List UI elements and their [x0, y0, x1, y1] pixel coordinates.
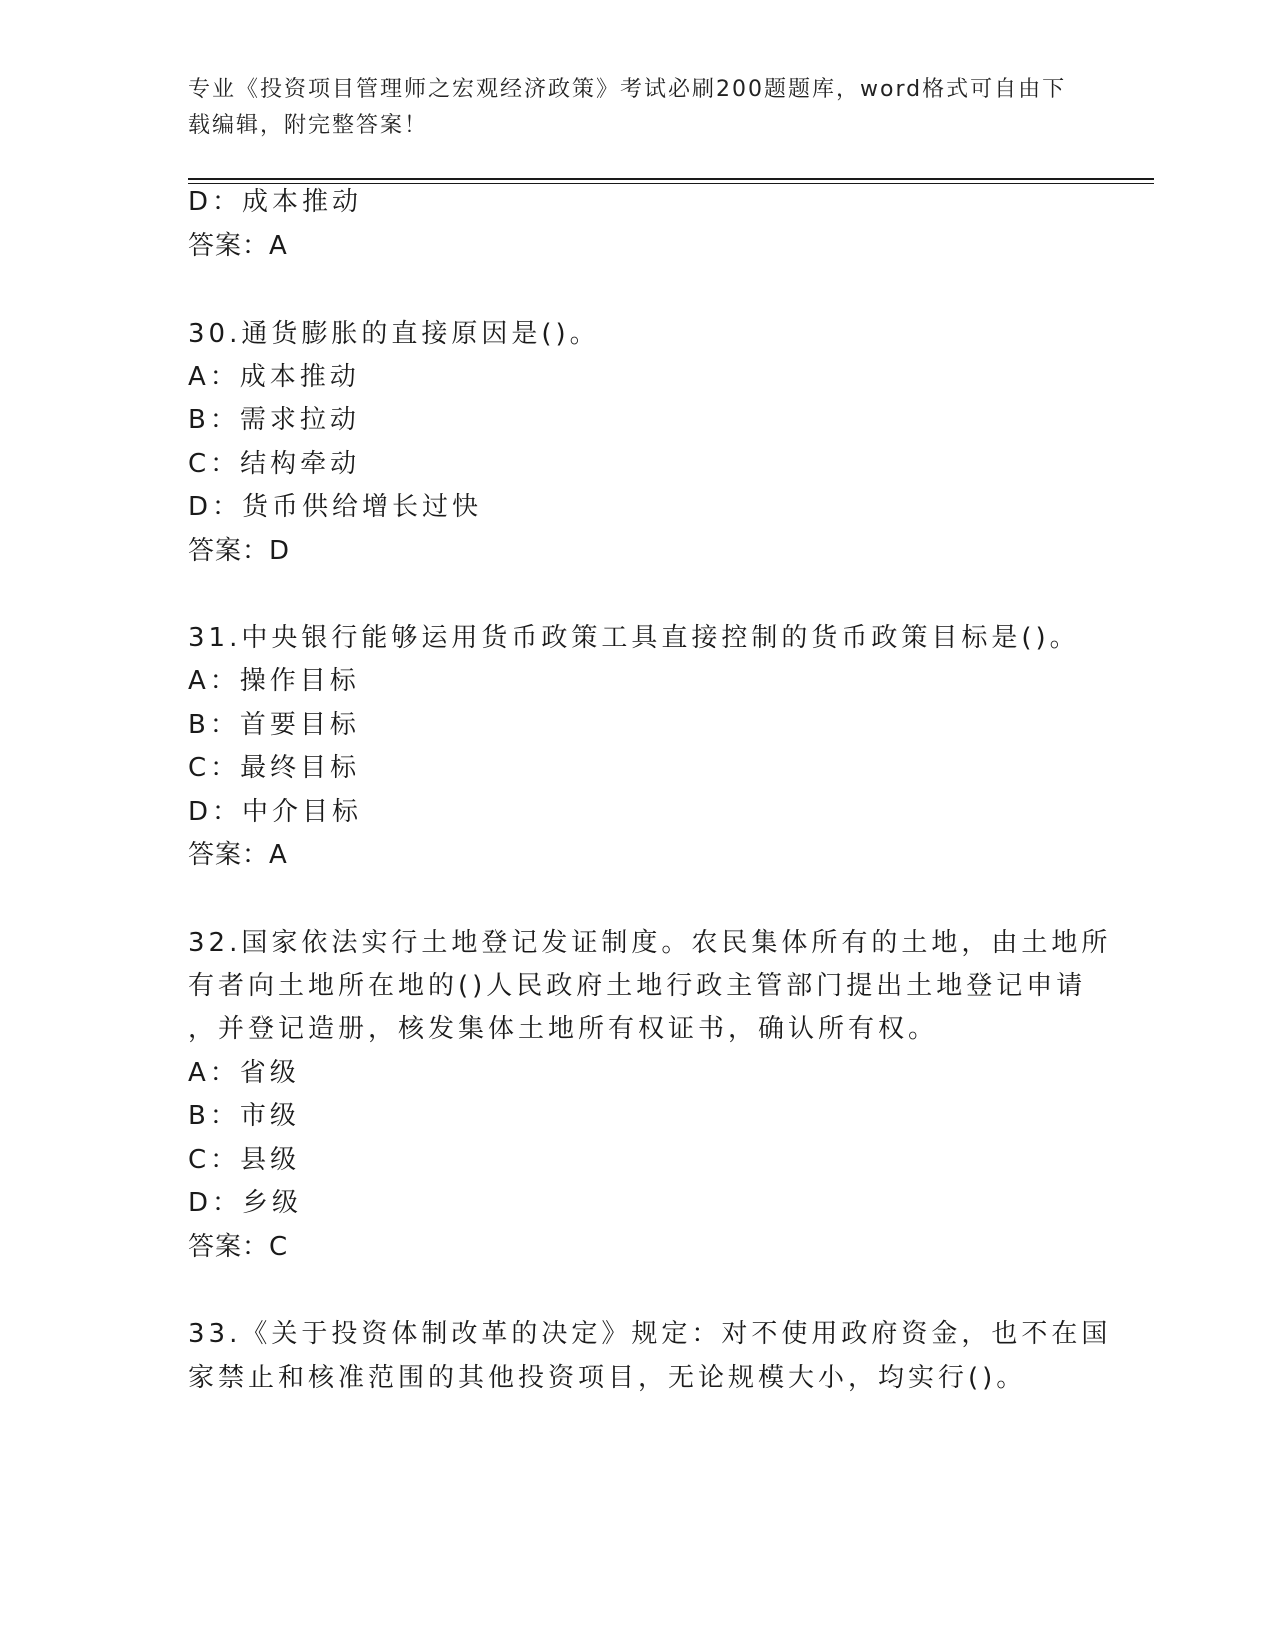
prev-option-d: D：成本推动: [188, 187, 363, 217]
question-31-option-d: D：中介目标: [188, 797, 363, 827]
question-32-option-c: C：县级: [188, 1145, 301, 1175]
question-32-answer: 答案：C: [188, 1232, 289, 1262]
question-30-option-d: D：货币供给增长过快: [188, 492, 483, 522]
document-header: 专业《投资项目管理师之宏观经济政策》考试必刷200题题库，word格式可自由下载编辑，附完整答案！: [188, 77, 1067, 138]
question-33-stem-line-1: 33.《关于投资体制改革的决定》规定：对不使用政府资金，也不在国: [188, 1319, 1112, 1349]
question-32-stem-line-2: 有者向土地所在地的()人民政府土地行政主管部门提出土地登记申请: [188, 971, 1087, 1001]
question-30-option-a: A：成本推动: [188, 362, 360, 392]
question-31-option-b: B：首要目标: [188, 710, 360, 740]
question-30-option-b: B：需求拉动: [188, 405, 360, 435]
question-31-option-c: C：最终目标: [188, 753, 361, 783]
question-31-answer: 答案：A: [188, 840, 288, 870]
question-32-option-d: D：乡级: [188, 1188, 303, 1218]
prev-answer: 答案：A: [188, 231, 288, 261]
question-32-option-a: A：省级: [188, 1058, 300, 1088]
question-32-stem-line-3: ，并登记造册，核发集体土地所有权证书，确认所有权。: [188, 1014, 939, 1044]
question-31-option-a: A：操作目标: [188, 666, 360, 696]
question-32-stem-line-1: 32.国家依法实行土地登记发证制度。农民集体所有的土地，由土地所: [188, 928, 1112, 958]
question-30-stem: 30.通货膨胀的直接原因是()。: [188, 319, 600, 349]
question-30-answer: 答案：D: [188, 536, 291, 566]
question-32-option-b: B：市级: [188, 1101, 300, 1131]
header-divider: [188, 178, 1154, 180]
question-31-stem: 31.中央银行能够运用货币政策工具直接控制的货币政策目标是()。: [188, 623, 1080, 653]
question-30-option-c: C：结构牵动: [188, 449, 361, 479]
question-33-stem-line-2: 家禁止和核准范围的其他投资项目，无论规模大小，均实行()。: [188, 1363, 1027, 1393]
